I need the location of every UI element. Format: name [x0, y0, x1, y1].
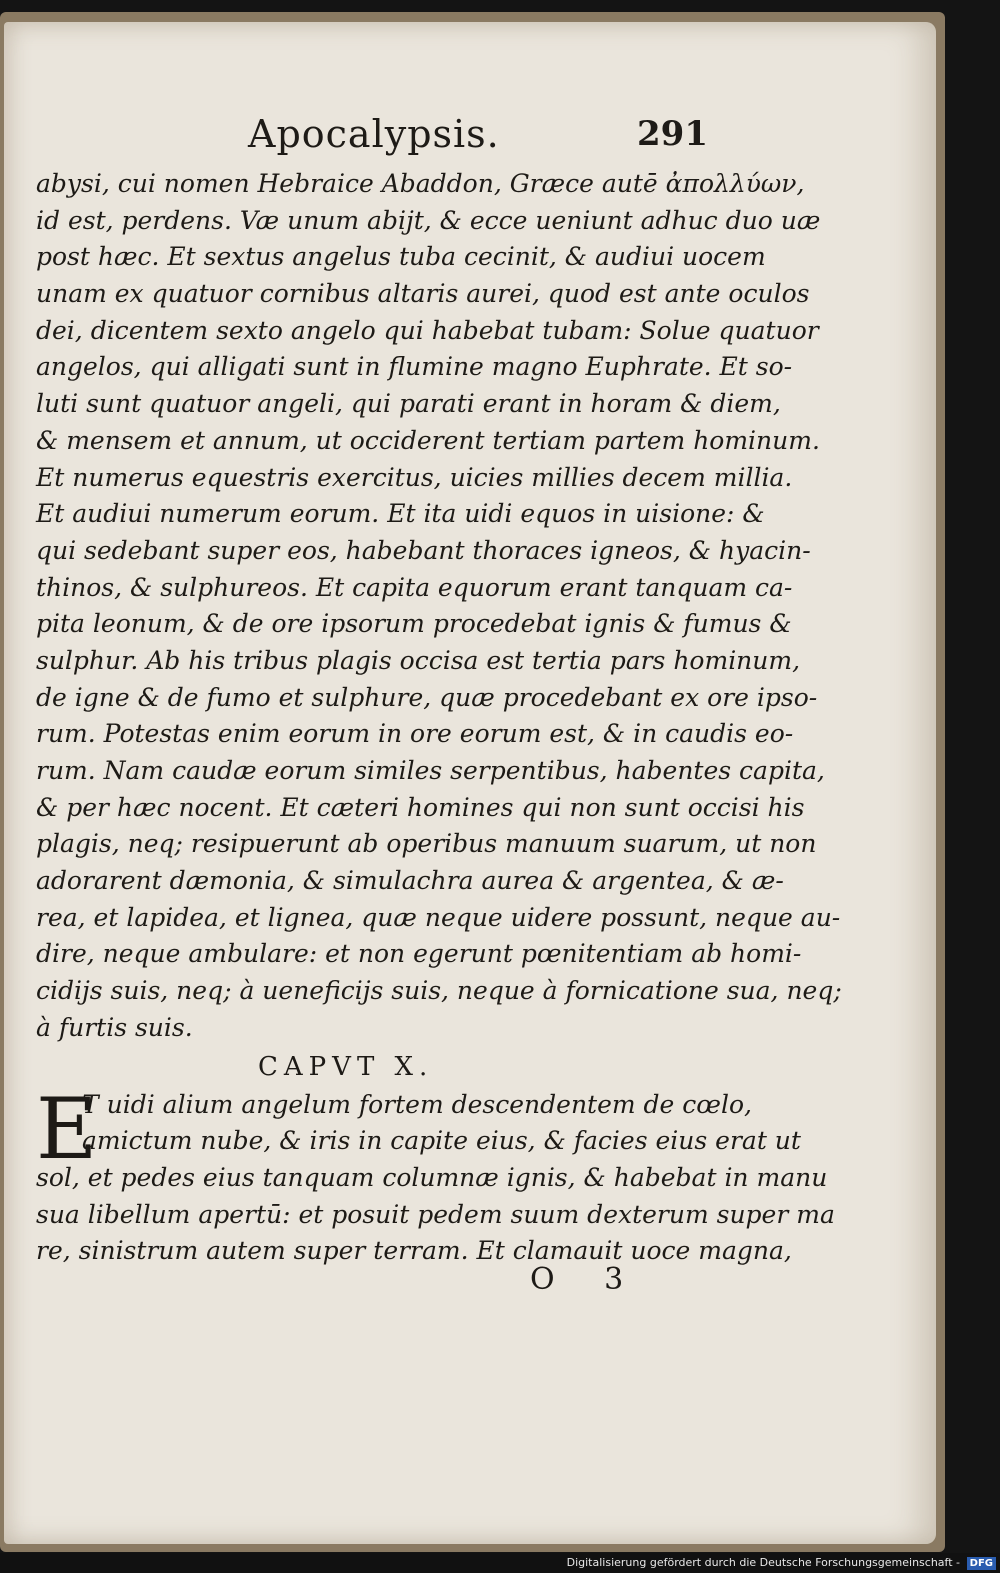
text-line: amictum nube, & iris in capite eius, & facies eius erat ut: [82, 1126, 801, 1156]
chapter-heading: CAPVT X.: [258, 1051, 434, 1082]
text-line: re, sinistrum autem super terram. Et clamauit uoce magna,: [36, 1236, 792, 1266]
running-title: Apocalypsis.: [248, 112, 500, 156]
footer-bar: [0, 1553, 1000, 1573]
drop-cap-initial: E: [36, 1079, 98, 1178]
text-line: sulphur. Ab his tribus plagis occisa est tertia pars hominum,: [36, 645, 801, 675]
text-line: dire, neque ambulare: et non egerunt pœnitentiam ab homi-: [36, 939, 802, 969]
body-text: [36, 166, 842, 1047]
dfg-logo: DFG: [967, 1557, 996, 1570]
text-line: cidijs suis, neq; à ueneficijs suis, neque à fornicatione sua, neq;: [36, 976, 842, 1006]
text-line: dei, dicentem sexto angelo qui habebat tubam: Solue quatuor: [36, 315, 819, 345]
text-line: de igne & de fumo et sulphure, quæ procedebant ex ore ipso-: [36, 682, 818, 712]
text-line: rea, et lapidea, et lignea, quæ neque uidere possunt, neque au-: [36, 902, 841, 932]
text-block: [36, 166, 842, 1270]
text-line: pita leonum, & de ore ipsorum procedebat ignis & fumus &: [36, 609, 792, 639]
text-line: sol, et pedes eius tanquam columnæ ignis, & habebat in manu: [36, 1162, 828, 1192]
text-line: rum. Potestas enim eorum in ore eorum est, & in caudis eo-: [36, 719, 794, 749]
text-line: & mensem et annum, ut occiderent tertiam partem hominum.: [36, 425, 820, 455]
text-line: & per hæc nocent. Et cæteri homines qui non sunt occisi his: [36, 792, 805, 822]
text-line: id est, perdens. Væ unum abijt, & ecce ueniunt adhuc duo uæ: [36, 205, 821, 235]
chapter-body: [36, 1079, 835, 1270]
text-line: luti sunt quatuor angeli, qui parati erant in horam & diem,: [36, 389, 781, 419]
text-line: abysi, cui nomen Hebraice Abaddon, Græce autē ἀπολλύων,: [36, 169, 805, 198]
text-line: post hæc. Et sextus angelus tuba cecinit, & audiui uocem: [36, 242, 766, 272]
text-line: plagis, neq; resipuerunt ab operibus manuum suarum, ut non: [36, 829, 817, 859]
text-line: rum. Nam caudæ eorum similes serpentibus, habentes capita,: [36, 756, 825, 785]
text-line: Et audiui numerum eorum. Et ita uidi equos in uisione: &: [36, 499, 765, 529]
page-number: 291: [637, 114, 708, 154]
text-line: T uidi alium angelum fortem descendentem de cœlo,: [82, 1089, 752, 1119]
signature-mark: O 3: [530, 1262, 644, 1297]
dfg-notice: Digitalisierung gefördert durch die Deutsche Forschungsgemeinschaft -: [566, 1556, 960, 1569]
text-line: sua libellum apertū: et posuit pedem suum dexterum super ma: [36, 1199, 835, 1229]
text-line: adorarent dæmonia, & simulachra aurea & argentea, & æ-: [36, 866, 784, 896]
text-line: à furtis suis.: [36, 1012, 193, 1042]
text-line: angelos, qui alligati sunt in flumine magno Euphrate. Et so-: [36, 352, 793, 382]
page-header: [248, 112, 718, 162]
text-line: qui sedebant super eos, habebant thoraces igneos, & hyacin-: [36, 535, 811, 565]
text-line: unam ex quatuor cornibus altaris aurei, quod est ante oculos: [36, 279, 810, 309]
text-line: Et numerus equestris exercitus, uicies millies decem millia.: [36, 462, 793, 492]
text-line: thinos, & sulphureos. Et capita equorum erant tanquam ca-: [36, 572, 793, 602]
